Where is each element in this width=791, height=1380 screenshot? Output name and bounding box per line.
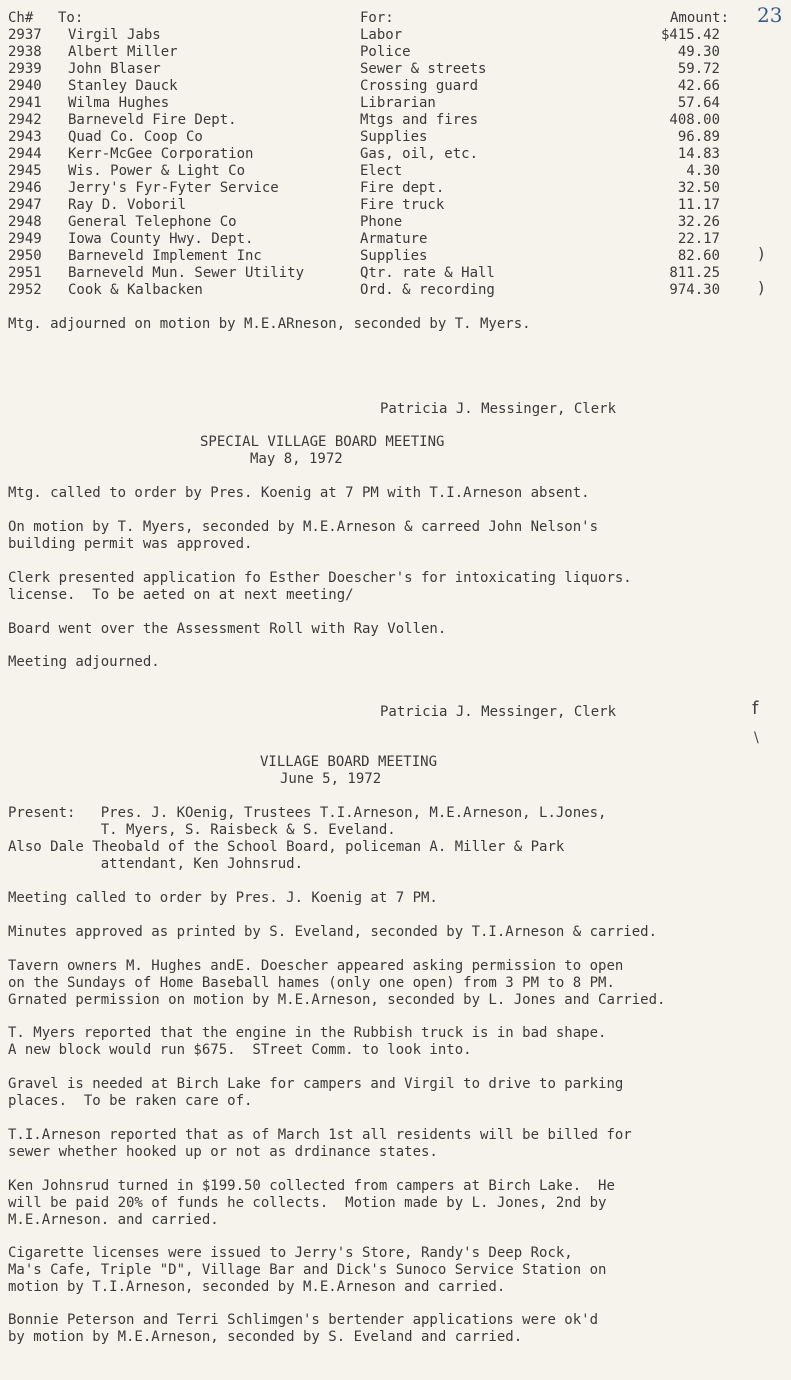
- header-check: Ch#: [8, 10, 34, 26]
- cell-to: Barneveld Implement Inc: [68, 248, 262, 264]
- cell-to: Ray D. Voboril: [68, 197, 187, 213]
- cell-to: Barneveld Fire Dept.: [68, 112, 237, 128]
- paragraph-line: On motion by T. Myers, seconded by M.E.Arneson & carreed John Nelson's: [8, 519, 599, 535]
- cell-for: Supplies: [360, 248, 428, 264]
- section-date: May 8, 1972: [250, 451, 343, 467]
- present-line: attendant, Ken Johnsrud.: [8, 856, 304, 872]
- cell-amount: 57.64: [677, 95, 720, 111]
- cell-check: 2949: [8, 231, 42, 247]
- header-amount: Amount:: [670, 10, 730, 26]
- paragraph-line: building permit was approved.: [8, 536, 253, 552]
- cell-for: Gas, oil, etc.: [360, 146, 479, 162]
- cell-to: General Telephone Co: [68, 214, 237, 230]
- cell-for: Phone: [360, 214, 403, 230]
- paragraph-line: by motion by M.E.Arneson, seconded by S. Eveland and carried.: [8, 1329, 523, 1345]
- cell-check: 2951: [8, 265, 42, 281]
- cell-for: Qtr. rate & Hall: [360, 265, 495, 281]
- cell-amount: 59.72: [677, 61, 720, 77]
- paragraph-line: A new block would run $675. STreet Comm. to look into.: [8, 1042, 472, 1058]
- cell-to: Cook & Kalbacken: [68, 282, 203, 298]
- cell-for: Ord. & recording: [360, 282, 495, 298]
- header-for: For:: [360, 10, 394, 26]
- cell-to: Wis. Power & Light Co: [68, 163, 246, 179]
- cell-for: Sewer & streets: [360, 61, 487, 77]
- cell-for: Mtgs and fires: [360, 112, 479, 128]
- paragraph-line: motion by T.I.Arneson, seconded by M.E.Arneson and carried.: [8, 1279, 506, 1295]
- section-title: VILLAGE BOARD MEETING: [260, 754, 438, 770]
- cell-check: 2945: [8, 163, 42, 179]
- margin-pen-mark: \: [754, 730, 759, 746]
- paragraph-line: M.E.Arneson. and carried.: [8, 1212, 219, 1228]
- paragraph-line: Minutes approved as printed by S. Eveland, seconded by T.I.Arneson & carried.: [8, 924, 658, 940]
- cell-to: Stanley Dauck: [68, 78, 178, 94]
- cell-check: 2937: [8, 27, 42, 43]
- cell-amount: 32.26: [677, 214, 720, 230]
- cell-to: Kerr-McGee Corporation: [68, 146, 254, 162]
- cell-check: 2941: [8, 95, 42, 111]
- section-date: June 5, 1972: [280, 771, 382, 787]
- section-title: SPECIAL VILLAGE BOARD MEETING: [200, 434, 445, 450]
- cell-amount: 32.50: [677, 180, 720, 196]
- present-line: Also Dale Theobald of the School Board, policeman A. Miller & Park: [8, 839, 565, 855]
- cell-amount: $415.42: [660, 27, 720, 43]
- cell-to: Albert Miller: [68, 44, 178, 60]
- cell-for: Armature: [360, 231, 428, 247]
- paragraph-line: Meeting called to order by Pres. J. Koenig at 7 PM.: [8, 890, 438, 906]
- margin-pen-mark: f: [752, 698, 759, 719]
- clerk-signature: Patricia J. Messinger, Clerk: [380, 401, 617, 417]
- paragraph-line: sewer whether hooked up or not as drdinance states.: [8, 1144, 438, 1160]
- paragraph-line: Grnated permission on motion by M.E.Arneson, seconded by L. Jones and Carried.: [8, 992, 666, 1008]
- present-line: T. Myers, S. Raisbeck & S. Eveland.: [8, 822, 396, 838]
- page-number: 23: [757, 3, 783, 27]
- cell-check: 2946: [8, 180, 42, 196]
- cell-check: 2952: [8, 282, 42, 298]
- cell-for: Crossing guard: [360, 78, 479, 94]
- header-to: To:: [58, 10, 84, 26]
- paragraph-line: Clerk presented application fo Esther Doescher's for intoxicating liquors.: [8, 570, 632, 586]
- cell-to: Barneveld Mun. Sewer Utility: [68, 265, 305, 281]
- cell-amount: 49.30: [677, 44, 720, 60]
- cell-amount: 11.17: [677, 197, 720, 213]
- cell-for: Police: [360, 44, 411, 60]
- cell-check: 2939: [8, 61, 42, 77]
- cell-amount: 96.89: [677, 129, 720, 145]
- paragraph-line: on the Sundays of Home Baseball hames (only one open) from 3 PM to 8 PM.: [8, 975, 615, 991]
- cell-to: Quad Co. Coop Co: [68, 129, 203, 145]
- cell-amount: 14.83: [677, 146, 720, 162]
- paragraph-line: will be paid 20% of funds he collects. Motion made by L. Jones, 2nd by: [8, 1195, 607, 1211]
- paragraph: Mtg. called to order by Pres. Koenig at 7 PM with T.I.Arneson absent.: [8, 485, 590, 501]
- margin-bracket-mark: ): [758, 278, 765, 297]
- cell-to: Wilma Hughes: [68, 95, 170, 111]
- paragraph-line: Ken Johnsrud turned in $199.50 collected from campers at Birch Lake. He: [8, 1178, 615, 1194]
- cell-check: 2948: [8, 214, 42, 230]
- adjourn-note: Mtg. adjourned on motion by M.E.ARneson, seconded by T. Myers.: [8, 316, 531, 332]
- cell-amount: 4.30: [686, 163, 720, 179]
- cell-check: 2942: [8, 112, 42, 128]
- paragraph-line: Ma's Cafe, Triple "D", Village Bar and Dick's Sunoco Service Station on: [8, 1262, 607, 1278]
- cell-amount: 811.25: [669, 265, 720, 281]
- cell-check: 2940: [8, 78, 42, 94]
- cell-amount: 408.00: [669, 112, 720, 128]
- cell-check: 2938: [8, 44, 42, 60]
- paragraph-line: license. To be aeted on at next meeting/: [8, 587, 354, 603]
- cell-check: 2943: [8, 129, 42, 145]
- paragraph-line: T. Myers reported that the engine in the Rubbish truck is in bad shape.: [8, 1025, 607, 1041]
- paragraph-line: T.I.Arneson reported that as of March 1st all residents will be billed for: [8, 1127, 632, 1143]
- cell-for: Fire dept.: [360, 180, 445, 196]
- cell-to: Jerry's Fyr-Fyter Service: [68, 180, 279, 196]
- cell-amount: 82.60: [677, 248, 720, 264]
- cell-check: 2950: [8, 248, 42, 264]
- cell-for: Fire truck: [360, 197, 445, 213]
- cell-for: Labor: [360, 27, 403, 43]
- cell-for: Elect: [360, 163, 403, 179]
- cell-check: 2947: [8, 197, 42, 213]
- cell-check: 2944: [8, 146, 42, 162]
- cell-amount: 22.17: [677, 231, 720, 247]
- paragraph-line: places. To be raken care of.: [8, 1093, 253, 1109]
- paragraph: Board went over the Assessment Roll with Ray Vollen.: [8, 621, 447, 637]
- paragraph-line: Bonnie Peterson and Terri Schlimgen's bertender applications were ok'd: [8, 1312, 599, 1328]
- margin-bracket-mark: ): [758, 244, 765, 263]
- paragraph: Meeting adjourned.: [8, 654, 160, 670]
- cell-to: Virgil Jabs: [68, 27, 161, 43]
- cell-to: Iowa County Hwy. Dept.: [68, 231, 254, 247]
- clerk-signature: Patricia J. Messinger, Clerk: [380, 704, 617, 720]
- paragraph-line: Cigarette licenses were issued to Jerry's Store, Randy's Deep Rock,: [8, 1245, 573, 1261]
- cell-for: Librarian: [360, 95, 436, 111]
- cell-to: John Blaser: [68, 61, 161, 77]
- paragraph-line: Gravel is needed at Birch Lake for campers and Virgil to drive to parking: [8, 1076, 624, 1092]
- cell-for: Supplies: [360, 129, 428, 145]
- paragraph-line: Tavern owners M. Hughes andE. Doescher appeared asking permission to open: [8, 958, 624, 974]
- cell-amount: 42.66: [677, 78, 720, 94]
- cell-amount: 974.30: [669, 282, 720, 298]
- present-line: Present: Pres. J. KOenig, Trustees T.I.Arneson, M.E.Arneson, L.Jones,: [8, 805, 607, 821]
